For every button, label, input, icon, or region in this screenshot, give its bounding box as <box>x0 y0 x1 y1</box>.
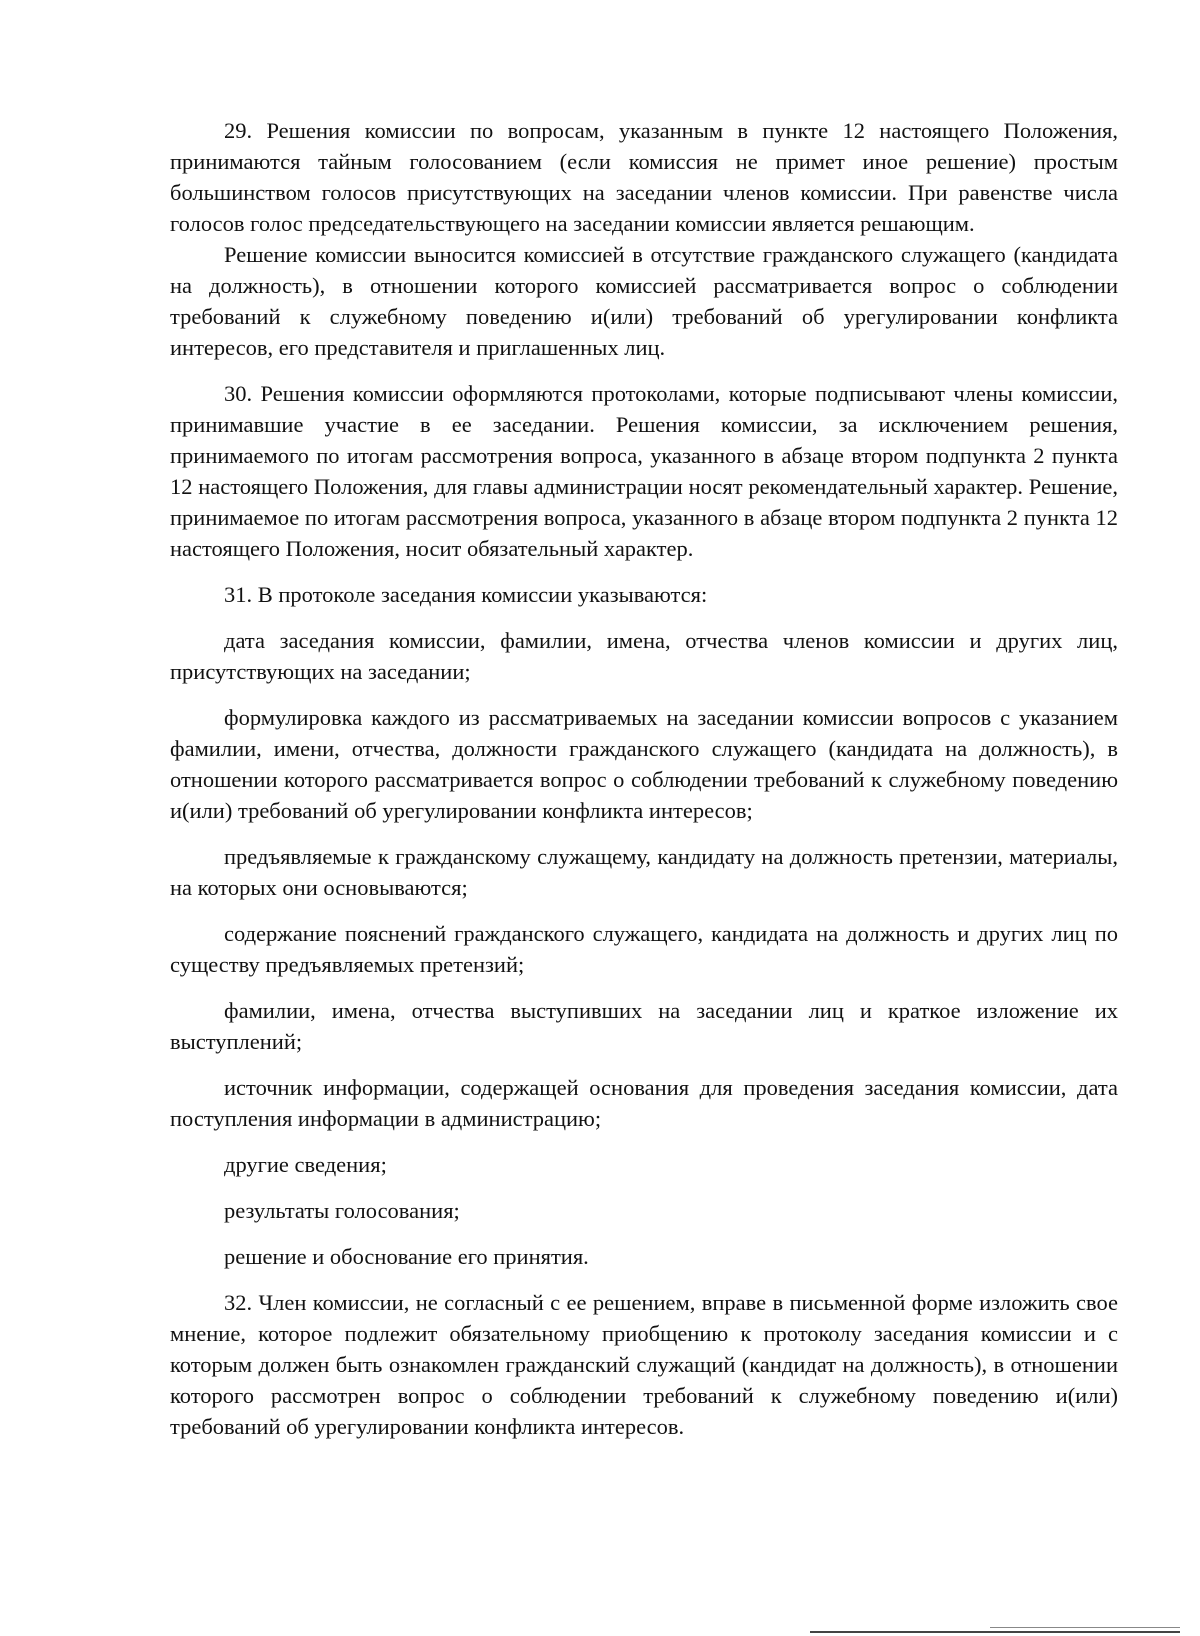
paragraph-29-decision: Решение комиссии выносится комиссией в отсутствие гражданского служащего (кандидата на должность), в отношении которого комиссией рассматривается вопрос о соблюдении требований к служебному поведению и(или) требований об урегулировании конфликта интересов, его представителя и приглашенных лиц. <box>170 242 1118 360</box>
paragraph-30: 30. Решения комиссии оформляются протоколами, которые подписывают члены комиссии, принимавшие участие в ее заседании. Решения комиссии, за исключением решения, принимаемого по итогам рассмотрения вопроса, указанного в абзаце втором подпункта 2 пункта 12 настоящего Положения, для главы администрации носят рекомендательный характер. Решение, принимаемое по итогам рассмотрения вопроса, указанного в абзаце втором подпункта 2 пункта 12 настоящего Положения, носит обязательный характер. <box>170 381 1118 561</box>
protocol-item-explanations: содержание пояснений гражданского служащего, кандидата на должность и других лиц по существу предъявляемых претензий; <box>170 921 1118 977</box>
paragraph-29: 29. Решения комиссии по вопросам, указанным в пункте 12 настоящего Положения, принимаются тайным голосованием (если комиссия не примет иное решение) простым большинством голосов присутствующих на заседании членов комиссии. При равенстве числа голосов голос председательствующего на заседании комиссии является решающим. <box>170 118 1118 236</box>
protocol-item-speakers: фамилии, имена, отчества выступивших на заседании лиц и краткое изложение их выступлений; <box>170 998 1118 1054</box>
paragraph-32: 32. Член комиссии, не согласный с ее решением, вправе в письменной форме изложить свое мнение, которое подлежит обязательному приобщению к протоколу заседания комиссии и с которым должен быть ознакомлен гражданский служащий (кандидат на должность), в отношении которого рассмотрен вопрос о соблюдении требований к служебному поведению и(или) требований об урегулировании конфликта интересов. <box>170 1290 1118 1439</box>
footer-divider <box>810 1631 1180 1633</box>
protocol-item-voting: результаты голосования; <box>224 1198 460 1223</box>
protocol-item-wording: формулировка каждого из рассматриваемых на заседании комиссии вопросов с указанием фамилии, имени, отчества, должности гражданского служащего (кандидата на должность), в отношении которого рассматривается вопрос о соблюдении требований к служебному поведению и(или) требований об урегулировании конфликта интересов; <box>170 705 1118 823</box>
protocol-item-source: источник информации, содержащей основания для проведения заседания комиссии, дата поступления информации в администрацию; <box>170 1075 1118 1131</box>
protocol-item-claims: предъявляемые к гражданскому служащему, кандидату на должность претензии, материалы, на которых они основываются; <box>170 844 1118 900</box>
document-body <box>170 115 1118 1442</box>
footer-divider-thin <box>990 1627 1180 1628</box>
protocol-item-date: дата заседания комиссии, фамилии, имена, отчества членов комиссии и других лиц, присутствующих на заседании; <box>170 628 1118 684</box>
paragraph-31: 31. В протоколе заседания комиссии указываются: <box>224 582 708 607</box>
protocol-item-decision: решение и обоснование его принятия. <box>224 1244 589 1269</box>
protocol-item-other: другие сведения; <box>224 1152 387 1177</box>
